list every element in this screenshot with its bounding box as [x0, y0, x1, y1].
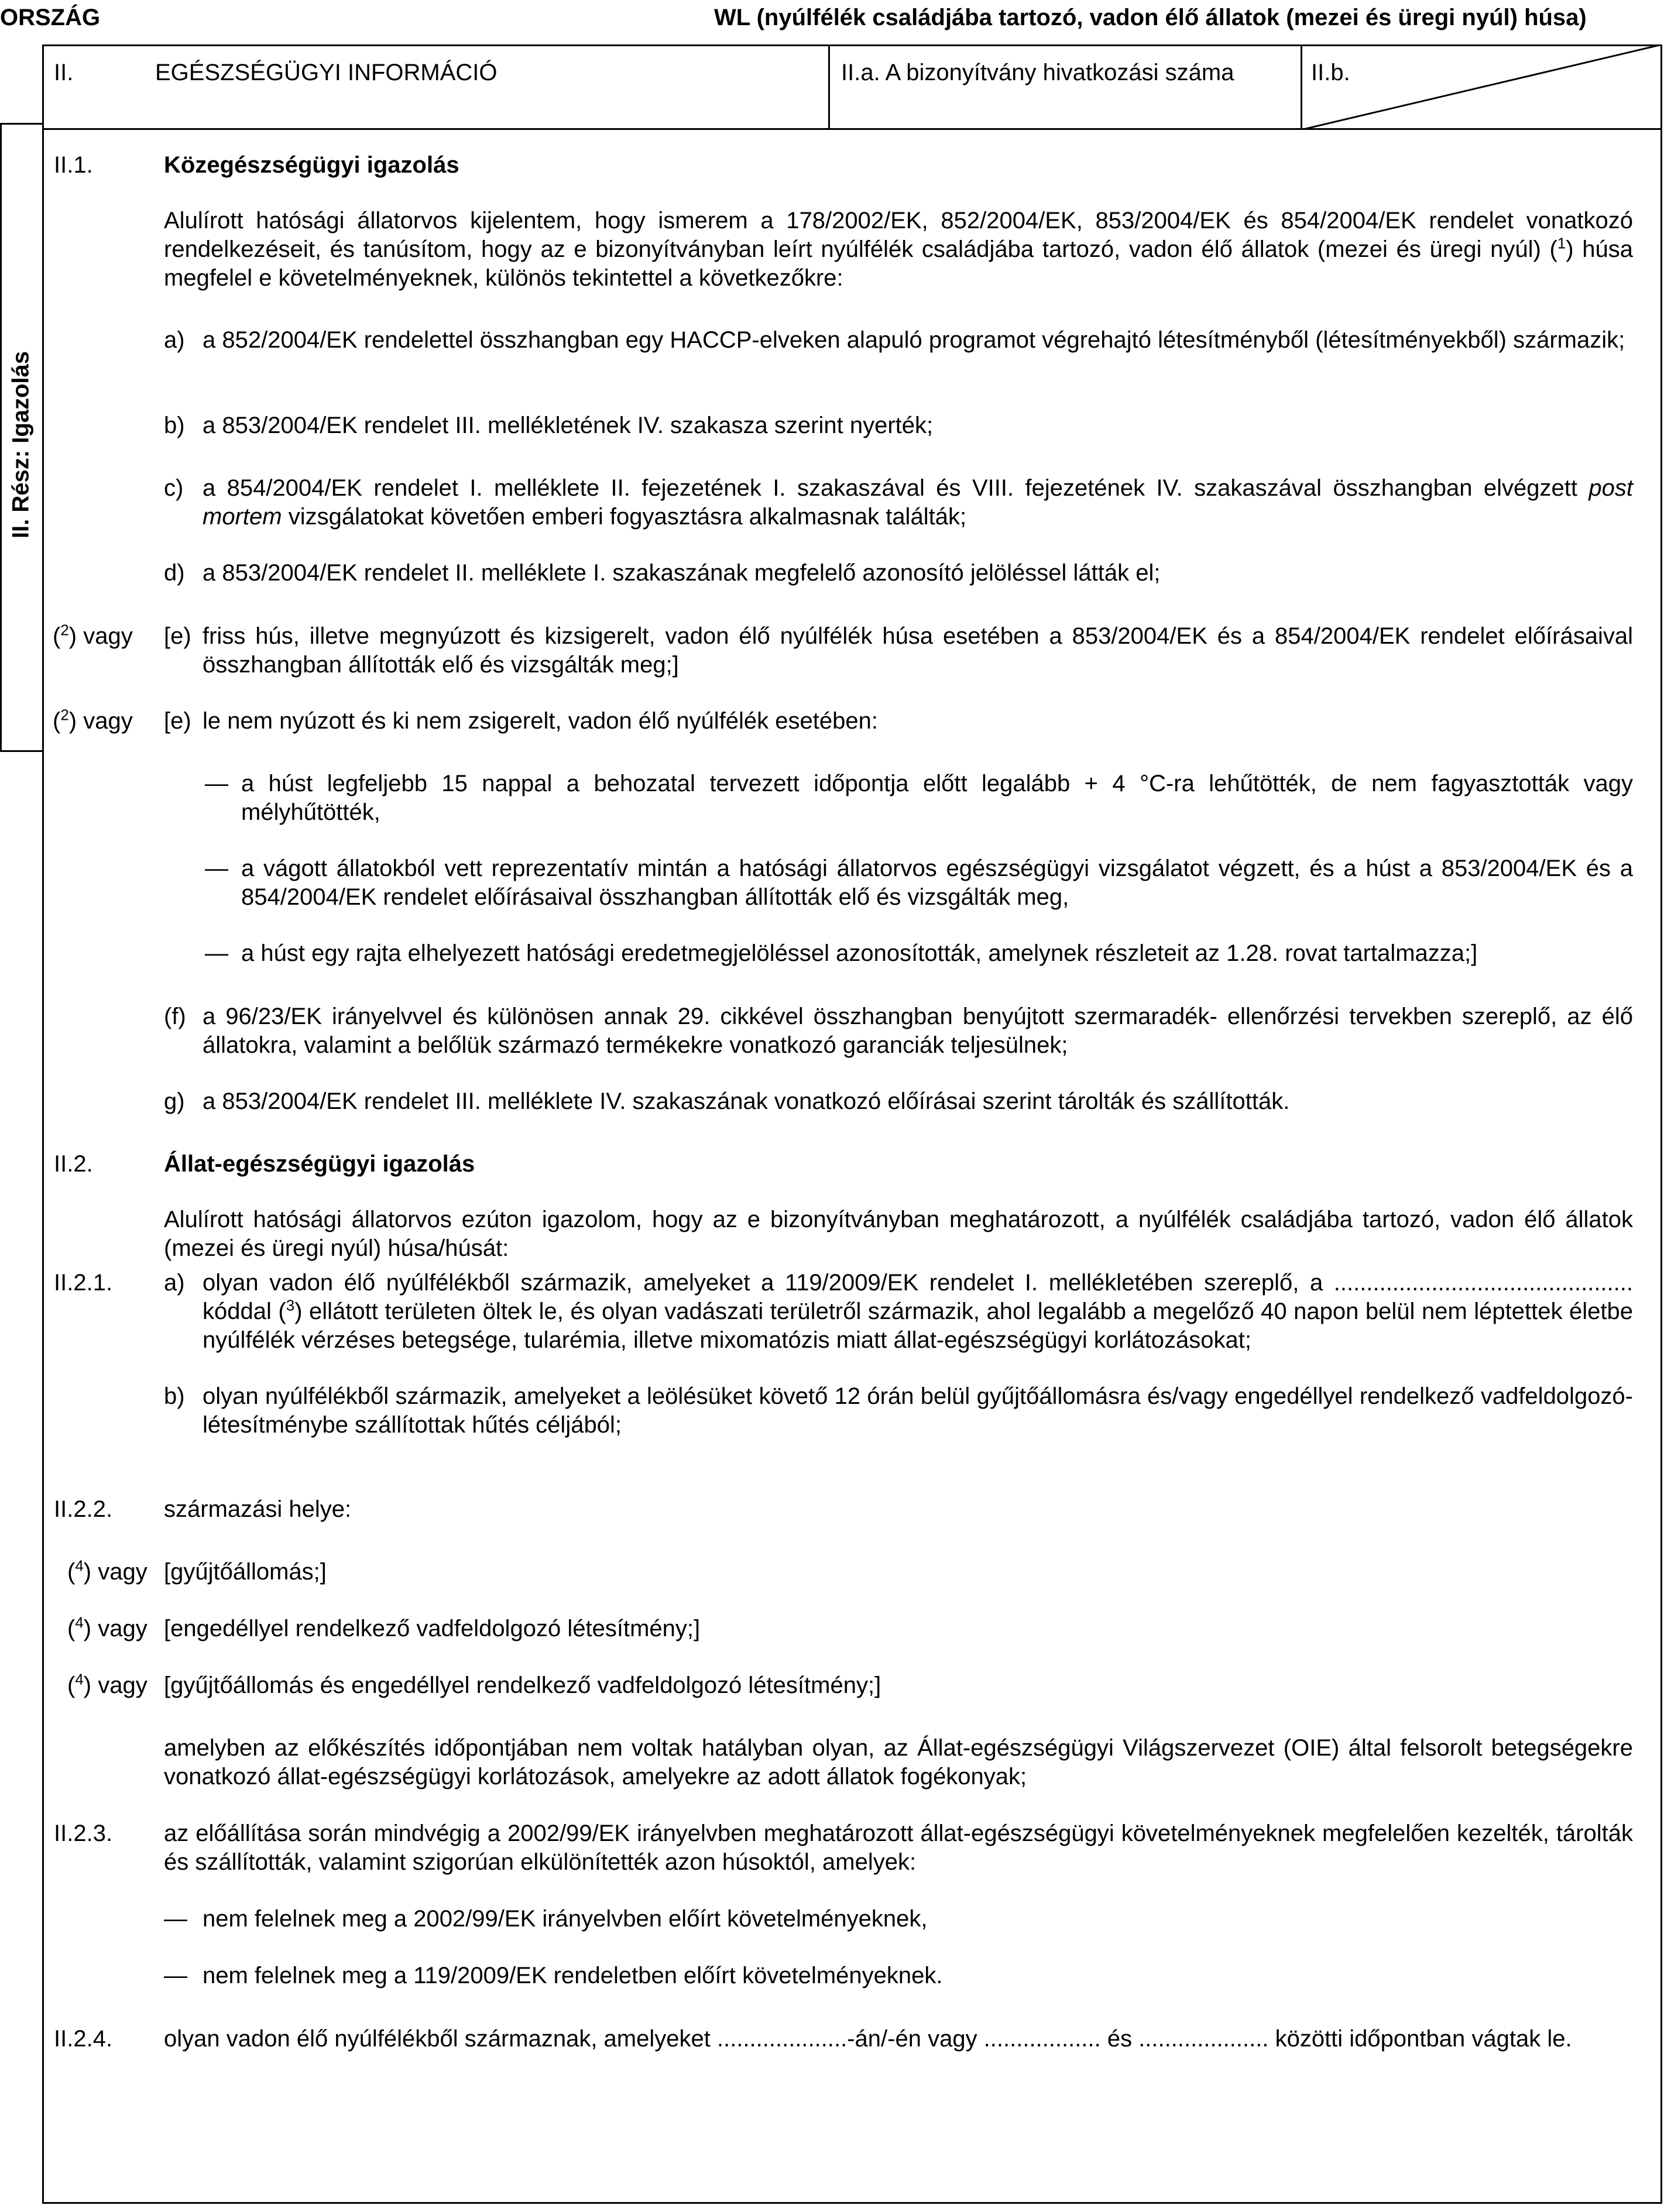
diagonal-line	[1301, 44, 1662, 130]
paragraph: Alulírott hatósági állatorvos ezúton igazolom, hogy az e bizonyítványban meghatározott, a nyúlfélék családjába tartozó, vadon élő állatok (mezei és üregi nyúl) húsa/húsát:	[164, 1207, 1633, 1261]
list-item: d) a 853/2004/EK rendelet II. melléklete I. szakaszának megfelelő azonosító jelöléssel látták el;	[164, 560, 1161, 586]
list-item: [e) friss hús, illetve megnyúzott és kizsigerelt, vadon élő nyúlfélék húsa esetében a 853/2004/EK és a 854/2004/EK rendelet előírásaival összhangban állították elő és vizsgálták meg;]	[164, 623, 1633, 678]
section-number: II.	[54, 60, 74, 85]
item-number: II.2.3.	[54, 1821, 113, 1846]
list-item: g) a 853/2004/EK rendelet III. melléklete IV. szakaszának vonatkozó előírásai szerint tárolták és szállították.	[164, 1088, 1290, 1114]
section-title: EGÉSZSÉGÜGYI INFORMÁCIÓ	[155, 60, 498, 85]
certificate-title: WL (nyúlfélék családjába tartozó, vadon élő állatok (mezei és üregi nyúl) húsa)	[714, 5, 1587, 30]
list-item: b) olyan nyúlfélékből származik, amelyeket a leölésüket követő 12 órán belül gyűjtőállomásra és/vagy engedéllyel rendelkező vadfeldolgozó-létesítménybe szállítottak hűtés céljából;	[164, 1383, 1633, 1438]
list-item: c) a 854/2004/EK rendelet I. melléklete II. fejezetének I. szakaszával és VIII. fejezetének IV. szakaszával összhangban elvégzett post mortem vizsgálatokat követően emberi fogyasztásra alkalmasnak találták;	[164, 475, 1633, 530]
list-item: [e) le nem nyúzott és ki nem zsigerelt, vadon élő nyúlfélék esetében:	[164, 708, 878, 734]
list-item: a) a 852/2004/EK rendelettel összhangban egy HACCP-elveken alapuló programot végrehajtó létesítményből (létesítményekből) származik;	[164, 327, 1625, 353]
item-heading: Közegészségügyi igazolás	[164, 152, 459, 178]
paragraph: olyan vadon élő nyúlfélékből származnak, amelyeket ....................-án/-én vagy .................. és .................... közötti időpontban vágtak le.	[164, 2026, 1572, 2052]
option-marker: ($^4$) vagy	[67, 1670, 147, 1698]
dash-item: — a húst legfeljebb 15 nappal a behozatal tervezett időpontja előtt legalább + 4 °C-ra lehűtötték, de nem fagyasztották vagy mélyhűtötték,	[205, 771, 1633, 825]
field-label: II.b.	[1311, 60, 1350, 85]
list-item: (f) a 96/23/EK irányelvvel és különösen annak 29. cikkével összhangban benyújtott szermaradék- ellenőrzési tervekben szereplő, az élő állatokra, valamint a belőlük származó termékekre vonatkozó garanciák teljesülnek;	[164, 1004, 1633, 1058]
item-number: II.2.4.	[54, 2026, 113, 2052]
item-number: II.2.	[54, 1151, 93, 1177]
option-text: [engedéllyel rendelkező vadfeldolgozó létesítmény;]	[164, 1616, 701, 1641]
option-marker: ($^2$) vagy	[53, 621, 133, 649]
country-label: ORSZÁG	[0, 5, 101, 30]
paragraph: amelyben az előkészítés időpontjában nem voltak hatályban olyan, az Állat-egészségügyi Világszervezet (OIE) által felsorolt betegségekre vonatkozó állat-egészségügyi korlátozások, amelyekre az adott állatok fogékonyak;	[164, 1735, 1633, 1789]
item-number: II.1.	[54, 152, 93, 178]
dash-item: — nem felelnek meg a 2002/99/EK irányelvben előírt követelményeknek,	[164, 1906, 928, 1932]
option-marker: ($^2$) vagy	[53, 706, 133, 734]
origin-label: származási helye:	[164, 1496, 352, 1522]
option-marker: ($^4$) vagy	[67, 1613, 147, 1641]
dash-item: — a húst egy rajta elhelyezett hatósági eredetmegjelöléssel azonosították, amelynek részleteit az 1.28. rovat tartalmazza;]	[205, 940, 1478, 966]
dash-item: — a vágott állatokból vett reprezentatív mintán a hatósági állatorvos egészségügyi vizsgálatot végzett, és a húst a 853/2004/EK és a 854/2004/EK rendelet előírásaival összhangban állították elő és vizsgálták meg,	[205, 856, 1633, 910]
certificate-frame	[42, 44, 1662, 2204]
list-item: b) a 853/2004/EK rendelet III. mellékletének IV. szakasza szerint nyerték;	[164, 413, 934, 438]
dash-item: — nem felelnek meg a 119/2009/EK rendeletben előírt követelményeknek.	[164, 1963, 943, 1988]
option-text: [gyűjtőállomás és engedéllyel rendelkező vadfeldolgozó létesítmény;]	[164, 1672, 881, 1698]
item-number: II.2.2.	[54, 1496, 113, 1522]
header-divider	[828, 44, 830, 130]
list-item: a) olyan vadon élő nyúlfélékből származik, amelyeket a 119/2009/EK rendelet I. mellékletében szereplő, a .............................................. kóddal ($^3$) ellátott területen öltek le, és olyan vadászati területről származik, ahol legalább a megelőző 40 napon belül nem léptettek életbe nyúlfélék vérzéses betegsége, tularémia, illetve mixomatózis miatt állat-egészségügyi korlátozásokat;	[164, 1270, 1634, 1353]
item-number: II.2.1.	[54, 1270, 113, 1296]
side-label: II. Rész: Igazolás	[8, 351, 34, 539]
option-text: [gyűjtőállomás;]	[164, 1559, 327, 1585]
option-marker: ($^4$) vagy	[67, 1557, 147, 1585]
paragraph: Alulírott hatósági állatorvos kijelentem, hogy ismerem a 178/2002/EK, 852/2004/EK, 853/2004/EK és 854/2004/EK rendelet vonatkozó rendelkezéseit, és tanúsítom, hogy az e bizonyítványban leírt nyúlfélék családjába tartozó, vadon élő állatok (mezei és üregi nyúl) ($^1$) húsa megfelel e követelményeknek, különös tekintettel a következőkre:	[164, 208, 1633, 291]
paragraph: az előállítása során mindvégig a 2002/99/EK irányelvben meghatározott állat-egészségügyi követelményeknek megfelelően kezelték, tárolták és szállították, valamint szigorúan elkülönítették azon húsoktól, amelyek:	[164, 1821, 1633, 1875]
item-heading: Állat-egészségügyi igazolás	[164, 1151, 475, 1177]
footnote-ref: 1	[1557, 234, 1566, 252]
reference-number-label: II.a. A bizonyítvány hivatkozási száma	[841, 60, 1234, 85]
